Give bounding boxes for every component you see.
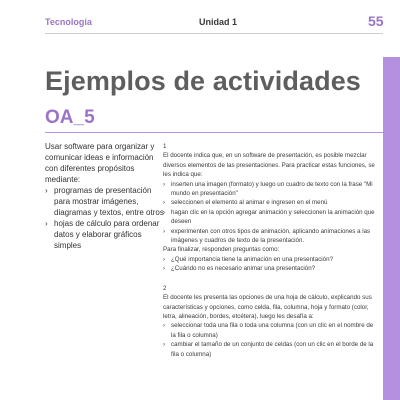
activity-steps xyxy=(163,180,378,246)
activity-number: 2 xyxy=(163,284,167,292)
list-item: › ¿Qué importancia tiene la animación en una presentación? xyxy=(163,255,378,264)
list-item: › hojas de cálculo para ordenar datos y elaborar gráficos simples xyxy=(45,218,165,251)
activities-column xyxy=(163,142,378,359)
objective-list xyxy=(45,185,165,251)
list-item: › programas de presentación para mostrar imágenes, diagramas y textos, entre otros xyxy=(45,185,165,218)
list-item: › seleccionar toda una fila o toda una columna (con un clic en el nombre de la fila o columna) xyxy=(163,321,378,340)
list-item: › ¿Cuándo no es necesario animar una presentación? xyxy=(163,264,378,273)
activity-text: El docente les presenta las opciones de una hoja de cálculo, explicando sus características y opciones, como celda, fila, columna, hoja y formato (color, letra, alineación, bordes, etcétera), luego les desafía a: xyxy=(163,294,372,320)
activity-text: El docente indica que, en un software de presentación, es posible mezclar diversos elementos de las presentaciones. Para practicar estas funciones, se les indica que: xyxy=(163,152,375,179)
list-item: › experimenten con otros tipos de animación, aplicando animaciones a las imágenes y cuadros de texto de la presentación. xyxy=(163,227,378,246)
spacer xyxy=(163,274,378,284)
list-item: › hagan clic en la opción agregar animación y seleccionen la animación que deseen xyxy=(163,208,378,227)
objective-divider xyxy=(45,132,383,133)
list-item: › inserten una imagen (formato) y luego un cuadro de texto con la frase "Mi mundo en presentación" xyxy=(163,180,378,199)
page-number: 55 xyxy=(368,13,384,29)
page-header xyxy=(0,0,400,34)
side-tab xyxy=(383,57,400,400)
page-title: Ejemplos de actividades xyxy=(45,66,361,96)
activity-number: 1 xyxy=(163,143,167,150)
activity-closing: Para finalizar, responden preguntas como: xyxy=(163,246,280,254)
objective-description xyxy=(45,141,165,251)
activity-questions xyxy=(163,255,378,274)
unit-label: Unidad 1 xyxy=(199,17,238,27)
list-item: › cambiar el tamaño de un conjunto de celdas (con un clic en el borde de la fila o columna) xyxy=(163,340,378,359)
activity-steps xyxy=(163,321,378,359)
header-divider xyxy=(45,33,383,34)
objective-intro: Usar software para organizar y comunicar ideas e información con diferentes propósitos mediante: xyxy=(45,142,155,184)
objective-code: OA_5 xyxy=(45,107,95,128)
list-item: › seleccionen el elemento al animar e ingresen en el menú xyxy=(163,198,378,207)
subject-label: Tecnología xyxy=(45,17,92,27)
